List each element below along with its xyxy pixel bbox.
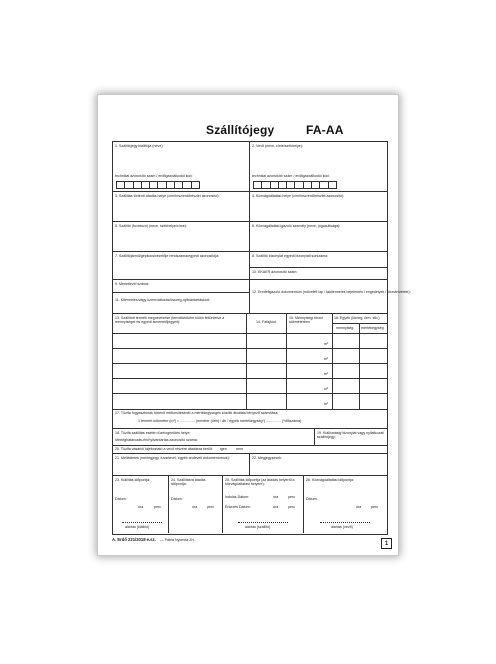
- box-18-sub: Mértéghatározás-ért/nyilvántartás azonosító száma:: [115, 438, 198, 442]
- row-line: [112, 292, 250, 293]
- row-line: [112, 251, 387, 252]
- box-20-label: 20. Tüzifa vásárlói tájékoztató a vevő részére átadásra került:: [115, 447, 213, 451]
- col-line: [303, 475, 304, 533]
- box-26-date: Dátum:: [306, 497, 318, 501]
- box-24-date: Dátum:: [171, 497, 183, 501]
- box-26-hour: óra: [356, 505, 362, 509]
- box-17-line: 1 térmért köbméter (m³) = ............... (erméter (ürm) / db / egyéb mértékegység*) ............... (*dőlszáma): [138, 419, 302, 423]
- table-sub-line: [332, 323, 387, 324]
- unit-m3: m³: [324, 372, 329, 376]
- box-23-min: perc: [154, 505, 161, 509]
- box-25-start: Indulás Dátum:: [225, 495, 250, 499]
- table-col-line: [359, 323, 360, 409]
- row-line: [112, 191, 387, 192]
- unit-m3: m³: [324, 357, 329, 361]
- box-14-label: 14. Fafajkód: [256, 320, 276, 324]
- box-2-sub: technikai azonosító szám / erdőgazdálkodói kód:: [252, 174, 330, 178]
- signature-carrier: aláírás (szállító): [245, 525, 271, 529]
- row-line: [112, 428, 387, 429]
- box-24-hour: óra: [192, 505, 198, 509]
- box-24-min: perc: [207, 505, 214, 509]
- page-number: 1: [381, 538, 392, 549]
- box-3-label: 3. Szállítás történő átadás helye (cím/hrsz/erdőrészlet azonosító):: [115, 194, 220, 198]
- form-footer-publisher: — Pátria Nyomda Zrt.: [160, 538, 195, 542]
- box-23-hour: óra: [138, 505, 144, 509]
- form-title: Szállítójegy: [206, 123, 275, 137]
- id-cells-2[interactable]: [253, 181, 337, 189]
- box-7-label: 7. Szállítójármű/gépkocsivezetője rendszáma/egyedi azonosítója:: [115, 254, 220, 258]
- center-divider: [249, 141, 250, 313]
- box-25-min-2: perc: [288, 505, 295, 509]
- box-8-label: 8. Szállító bizonylat egyedi bizonylati sorszáma:: [252, 254, 329, 258]
- box-1-sub: technikai azonosító szám / erdőgazdálkodói kód:: [115, 174, 193, 178]
- table-row-line: [112, 409, 387, 410]
- box-24-label: 24. Szállításra átadás időpontja:: [171, 478, 206, 487]
- box-2-label: 2. Vevő (neve, címe/székhelye):: [252, 144, 303, 148]
- box-25-end: Érkezés Dátum:: [225, 505, 251, 509]
- row-line: [112, 221, 387, 222]
- box-20-no: nem: [236, 447, 243, 451]
- row-line: [249, 267, 387, 268]
- signature-line: [238, 522, 288, 523]
- box-26-label: 26. Közvágóáltatási időpontja:: [306, 478, 354, 482]
- box-25-label: 25. Szállítás időpontja (az átadás helyéről a közvágóáltatási helyére):: [225, 478, 295, 487]
- row-line: [112, 279, 387, 280]
- table-row-line: [112, 378, 387, 379]
- box-13-label: 13. Szállított termék megnevezése (termékenként külön feltüntetve a mennyiséget és egyedi ismertetőjegyeit):: [115, 316, 225, 325]
- box-25-min: perc: [288, 495, 295, 499]
- col-line: [249, 453, 250, 475]
- box-12-label: 12. Eredetigazoló dokumentum (műveleti lap / fakitermelés bejelentés / engedélyek / törzsfelvétele):: [252, 290, 411, 294]
- unit-m3: m³: [324, 342, 329, 346]
- table-row-line: [112, 363, 387, 364]
- box-20-yes: igen: [220, 447, 227, 451]
- signature-line: [320, 522, 370, 523]
- signature-line: [122, 522, 162, 523]
- box-21-label: 21. Mellékletek (mérlegjegy, fuvarlevél, egyéb aruleveli dokumentumok):: [115, 456, 230, 460]
- box-16-qty: mennyiség: [336, 326, 354, 330]
- table-col-line: [286, 313, 287, 409]
- box-10-label: 10. EKAER azonosító szám:: [252, 270, 298, 274]
- table-row-line: [112, 393, 387, 394]
- box-9-label: 9. Menetlevél száma:: [115, 282, 149, 286]
- id-cells-1[interactable]: [116, 181, 200, 189]
- box-25-hour-2: óra: [273, 505, 279, 509]
- box-22-label: 22. Megjegyzések:: [252, 456, 282, 460]
- box-5-label: 5. Szállító (fuvarozó) (neve, székhelye/címe):: [115, 224, 187, 228]
- box-16-label: 16. Egyéb (tömeg, űrm. stb.): [334, 316, 380, 320]
- form-footer-code: A. Erdő 221/2018 e.sz.: [112, 537, 156, 542]
- form-page: [98, 95, 411, 555]
- box-1-label: 1. Szállítójegy kiállítója (neve):: [115, 144, 164, 148]
- table-col-line: [332, 313, 333, 409]
- box-26-min: perc: [371, 505, 378, 509]
- col-line: [168, 475, 169, 533]
- box-23-label: 23. Kiállítás időpontja:: [115, 478, 151, 482]
- box-19-label: 19. Kiállomásig bizonylat vagy nyilatkozat/ szállítójegy:: [317, 431, 385, 440]
- col-line: [314, 428, 315, 445]
- row-line: [112, 313, 387, 314]
- unit-m3: m³: [324, 402, 329, 406]
- box-18-label: 18. Tüzifa szállítás esetén tüzelogénütés helye:: [115, 431, 191, 435]
- row-line: [112, 445, 387, 446]
- box-16-unit: mértékegység: [361, 326, 384, 330]
- box-15-label: 15. Mennyiségi törzsi köbméterben: [289, 316, 323, 325]
- table-col-line: [246, 313, 247, 409]
- box-6-label: 6. Közvágáltatási igazoló személy (neve, jogosultsága):: [252, 224, 341, 228]
- table-row-line: [112, 333, 387, 334]
- signature-issuer: aláírás (kiállító): [125, 525, 150, 529]
- box-25-hour: óra: [273, 495, 279, 499]
- box-4-label: 4. Közvágóáltatási helye (cím/hrsz/erdőrészlet azonosító):: [252, 194, 345, 198]
- col-line: [222, 475, 223, 533]
- signature-buyer: aláírás (vevő): [331, 525, 353, 529]
- row-line: [112, 475, 387, 476]
- unit-m3: m³: [324, 387, 329, 391]
- form-code: FA-AA: [306, 123, 344, 137]
- box-11-label: 11. Kitermelés/vágy üzemváltozás/összeg-nyilvántartáskód:: [115, 298, 210, 302]
- table-row-line: [112, 348, 387, 349]
- box-17-label: 17. Tüzifa fogyasztónak történő értékesítésénél a mértékegységek közötti átváltási tényező számítása:: [115, 411, 279, 415]
- box-23-date: Dátum:: [115, 497, 127, 501]
